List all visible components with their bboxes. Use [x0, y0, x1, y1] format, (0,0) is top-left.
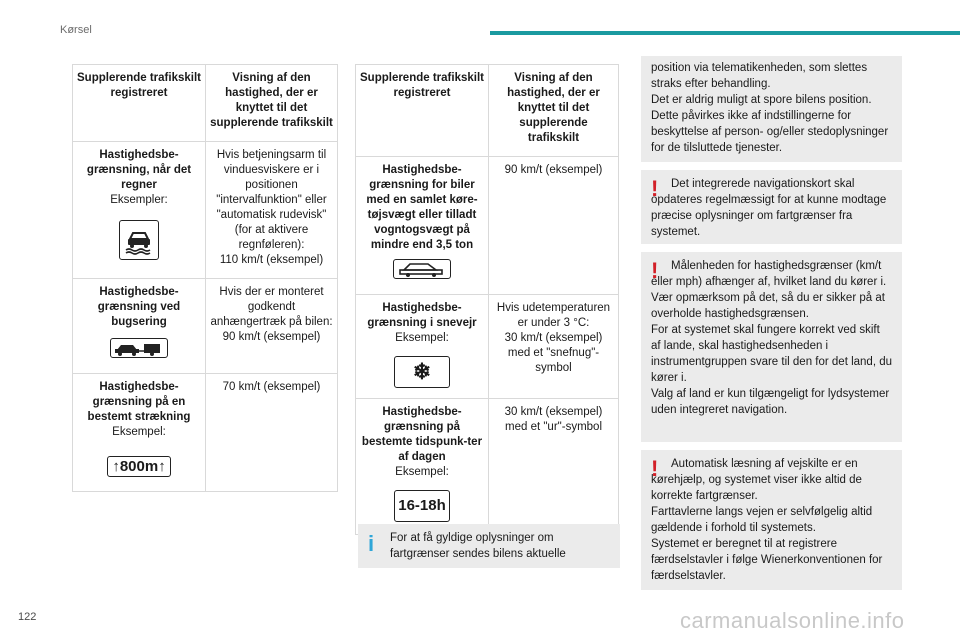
left-head-col1: Supplerende trafikskilt registreret [73, 65, 206, 142]
warning-note-1 [641, 170, 902, 244]
warning-note-3 [641, 450, 902, 590]
right-row2-sign-cell [356, 295, 489, 399]
arrow-up-icon: ↑ [112, 458, 120, 475]
warning-icon: ! [651, 456, 659, 481]
warning-icon: ! [651, 176, 659, 201]
warning-note-2-text: Målenheden for hastighedsgrænser (km/t eller mph) afhænger af, hvilket land du kører i. Vær opmærksom på det, så du er sikker på at overholde hastighedsgrænsen. For at systemet skal fungere korrekt ved skift af lande, skal hastighedsenheden i instrumentgruppen svare til den for det land, du kører i. Valg af land er kun tilgængeligt for lydsystemer uden integreret navigation. [651, 260, 893, 416]
right-row3-desc: 30 km/t (eksempel) med et "ur"-symbol [489, 399, 619, 535]
left-row3-title: Hastighedsbe-grænsning på en bestemt strækning [87, 381, 191, 423]
rain-car-icon [119, 220, 159, 260]
right-row2-title: Hastighedsbe-grænsning i snevejr [367, 302, 477, 329]
snowflake-icon: ❄ [394, 356, 450, 388]
left-row1-sign-cell [73, 142, 206, 279]
left-row1-sub: Eksempler: [110, 194, 168, 206]
left-sign-table [72, 64, 338, 492]
right-row3-sign-cell [356, 399, 489, 535]
right-row1-sign-cell [356, 157, 489, 295]
right-sign-table [355, 64, 619, 535]
left-row1-title: Hastighedsbe-grænsning, når det regner [86, 149, 192, 191]
left-row1-desc: Hvis betjeningsarm til vinduesviskere er i positionen "intervalfunktion" eller "automatisk rudevisk" (for at aktivere regnføleren): 110 km/t (eksempel) [206, 142, 338, 279]
watermark: carmanualsonline.info [680, 608, 905, 633]
right-row2-desc: Hvis udetemperaturen er under 3 °C: 30 km/t (eksempel) med et "snefnug"-symbol [489, 295, 619, 399]
right-row2-sub: Eksempel: [395, 332, 449, 344]
left-head-col2: Visning af den hastighed, der er knyttet til det supplerende trafikskilt [206, 65, 338, 142]
left-row3-sub: Eksempel: [112, 426, 166, 438]
right-row1-desc: 90 km/t (eksempel) [489, 157, 619, 295]
right-row3-sub: Eksempel: [395, 466, 449, 478]
info-note-text: For at få gyldige oplysninger om fartgrænser sendes bilens aktuelle [390, 532, 566, 560]
16-18h-time-icon: 16-18h [394, 490, 450, 522]
right-head-col2: Visning af den hastighed, der er knyttet til det supplerende trafikskilt [489, 65, 619, 157]
car-icon [393, 259, 451, 279]
warning-note-1-text: Det integrerede navigationskort skal opdateres regelmæssigt for at kunne modtage præcise oplysninger om fartgrænser fra systemet. [651, 178, 887, 238]
left-row3-sign-cell [73, 374, 206, 492]
warning-note-2 [641, 252, 902, 442]
distance-sign-text: 800m [119, 458, 159, 475]
800m-distance-icon [107, 456, 170, 477]
info-icon: i [368, 531, 375, 556]
right-row1-title: Hastighedsbe-grænsning for biler med en samlet køre-tøjsvægt eller tilladt vogntogsvægt på mindre end 3,5 ton [366, 164, 478, 251]
left-row2-title: Hastighedsbe-grænsning ved bugsering [97, 286, 181, 328]
chapter-title: Kørsel [60, 24, 92, 36]
header-accent-bar [490, 31, 960, 35]
left-row3-desc: 70 km/t (eksempel) [206, 374, 338, 492]
arrow-up-icon: ↑ [158, 458, 166, 475]
warning-icon: ! [651, 258, 659, 283]
warning-note-3-text: Automatisk læsning af vejskilte er en kørehjælp, og systemet viser ikke altid de korrekte fartgrænser. Farttavlerne langs vejen er selvfølgelig altid gældende i forhold til systemets. Systemet er beregnet til at registrere færdselstavler i følge Wienerkonventionen for færdselstavler. [651, 458, 883, 582]
info-note-box [358, 524, 620, 568]
right-row3-title: Hastighedsbe-grænsning på bestemte tidspunk-ter af dagen [361, 406, 483, 463]
left-row2-sign-cell [73, 279, 206, 374]
left-row2-desc: Hvis der er monteret godkendt anhængertræk på bilen: 90 km/t (eksempel) [206, 279, 338, 374]
car-trailer-icon [110, 338, 168, 358]
continued-info-box [641, 56, 902, 162]
right-head-col1: Supplerende trafikskilt registreret [356, 65, 489, 157]
page-number: 122 [18, 611, 37, 623]
continued-info-text: position via telematikenheden, som slettes straks efter behandling. Det er aldrig muligt at spore bilens position. Dette påvirkes ikke af indstillingerne for beskyttelse af person- og/eller stedoplysninger for de tilsluttede tjenester. [651, 62, 889, 154]
